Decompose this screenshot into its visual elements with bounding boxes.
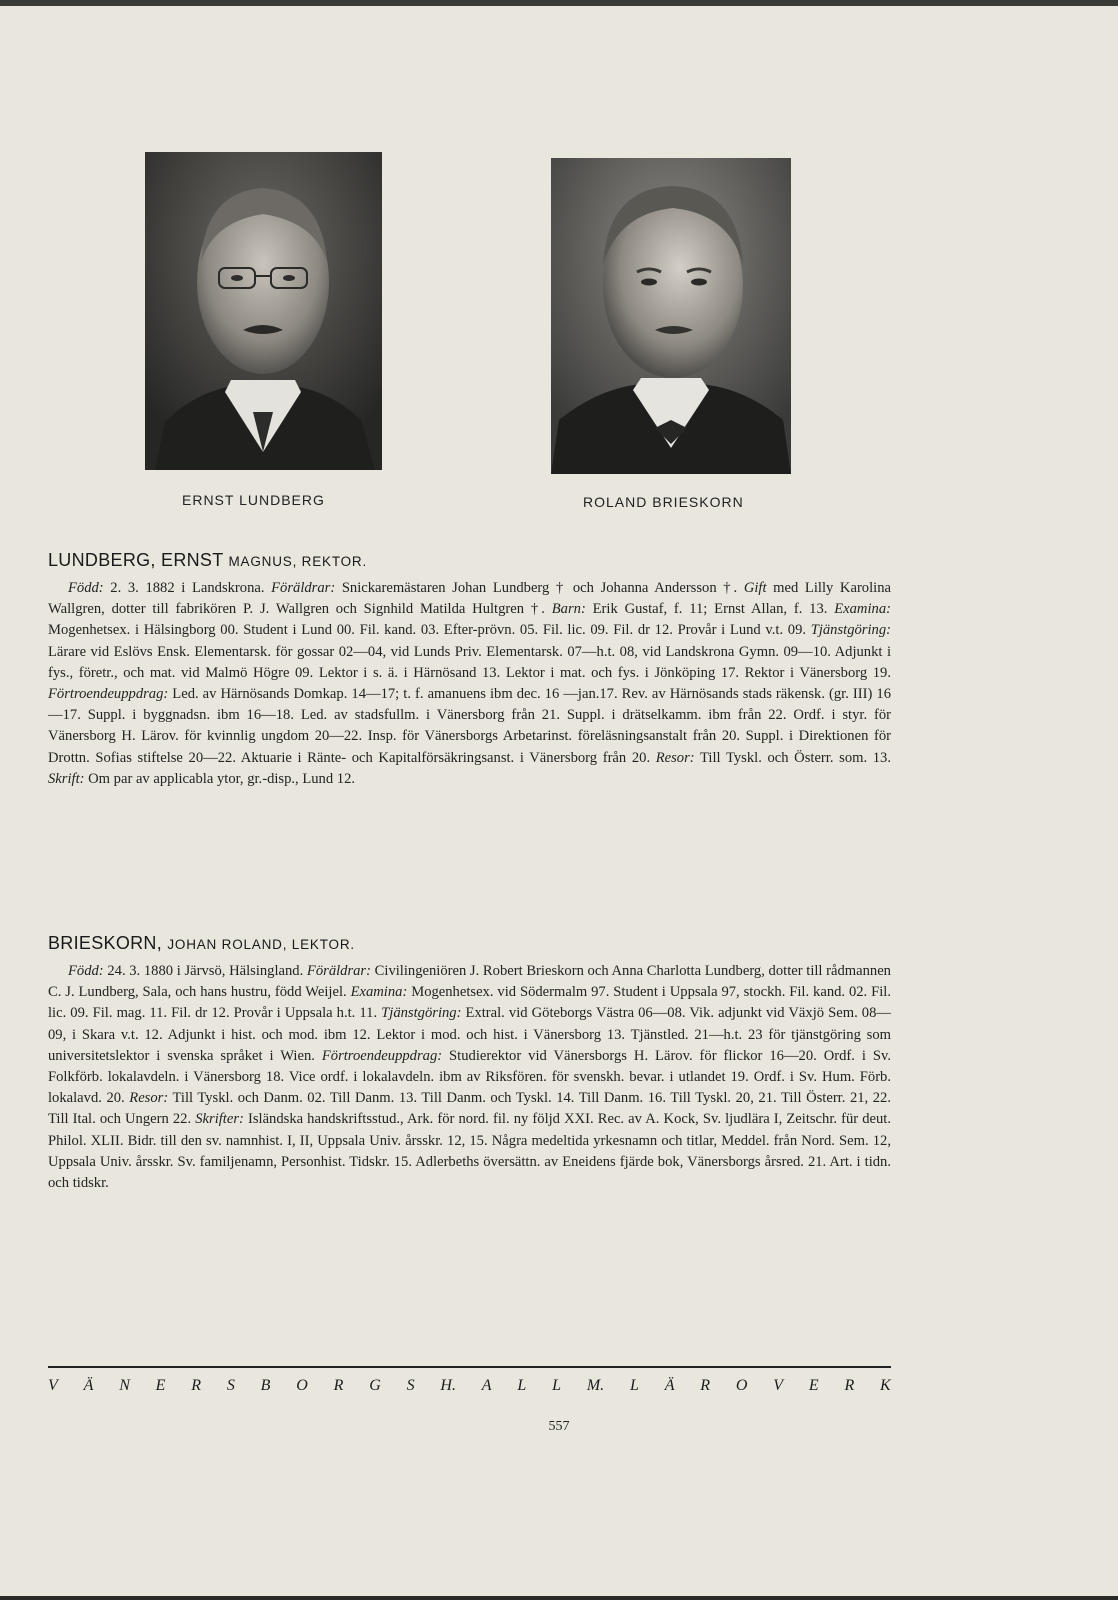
field-label: Född: <box>68 580 104 596</box>
footer-letter: L <box>517 1377 527 1394</box>
entry-body-lundberg <box>48 578 891 790</box>
field-text: Extral. vid Göteborgs Västra 06—08. Vik. adjunkt vid Växjö Sem. 08—09, i Skara v.t. 12. Adjunkt i hist. och mod. ibm 12. Lektor i mod. och hist. i Vänersborg 13. Tjänstled. 21—h.t. 23 för tjänstgöring som universitetslektor i svenska språket i Wien. <box>48 1005 891 1064</box>
entry-heading-lundberg <box>48 550 367 571</box>
field-label: Föräldrar: <box>271 580 336 596</box>
field-text: Snickaremästaren Johan Lundberg † och Johanna Andersson †. <box>335 580 744 596</box>
entry-body-brieskorn <box>48 961 891 1194</box>
field-label: Skrift: <box>48 770 85 787</box>
footer-letter: M. <box>586 1377 605 1394</box>
field-text: Till Tyskl. och Danm. 02. Till Danm. 13. Till Danm. och Tyskl. 14. Till Danm. 16. Till Tyskl. 20, 21. Till Österr. 21, 22. Till Ital. och Ungern 22. <box>48 1090 891 1128</box>
field-label: Skrifter: <box>195 1111 244 1128</box>
entry-paragraph <box>48 961 891 1194</box>
footer-letter: O <box>735 1377 748 1394</box>
entry-paragraph <box>48 578 891 790</box>
page-bottom-edge <box>0 1596 1118 1600</box>
field-label: Gift <box>743 580 767 596</box>
footer-letter: H. <box>440 1377 456 1394</box>
footer-letter: K <box>880 1377 891 1394</box>
footer-letter: N <box>119 1377 130 1394</box>
field-label: Föräldrar: <box>306 963 371 979</box>
footer-letter: A <box>481 1377 492 1394</box>
footer-letter: R <box>333 1377 344 1394</box>
footer-letter: O <box>296 1377 308 1394</box>
field-label: Resor: <box>655 749 695 766</box>
footer-letter: B <box>260 1377 271 1394</box>
page-top-edge <box>0 0 1118 6</box>
footer-rule <box>48 1366 891 1368</box>
field-text: 24. 3. 1880 i Järvsö, Hälsingland. <box>103 963 307 979</box>
footer-letter: V <box>48 1377 58 1394</box>
field-text: Mogenhetsex. i Hälsingborg 00. Student i Lund 00. Fil. kand. 03. Efter-prövn. 05. Fil. lic. 09. Fil. dr 12. Provår i Lund v.t. 09. <box>48 622 811 639</box>
field-label: Tjänstgöring: <box>381 1005 462 1022</box>
footer-letter: S <box>226 1377 235 1394</box>
field-text: Isländska handskriftsstud., Ark. för nord. fil. ny följd XXI. Rec. av A. Kock, Sv. ljudlära I, Zeitschr. für deut. Philol. XLII. Bidr. till den sv. namnhist. I, II, Uppsala Univ. årsskr. 12, 15. Några medeltida yrkesnamn och titlar, Meddel. från Nord. Sem. 12, Uppsala Univ. årsskr. Sv. familjenamn, Personhist. Tidskr. 15. Adlerbeths översättn. av Eneidens fjärde bok, Vänersborgs årsred. 21. Art. i tidn. och tidskr. <box>48 1111 892 1192</box>
field-label: Examina: <box>350 984 408 1001</box>
entry-subtitle: JOHAN ROLAND, LEKTOR. <box>167 937 355 952</box>
portrait-roland-brieskorn <box>551 158 791 474</box>
field-label: Examina: <box>834 601 891 618</box>
footer-letter: S <box>406 1377 415 1394</box>
field-text: Studierektor vid Vänersborgs H. Lärov. för flickor 16—20. Ordf. i Sv. Folkförb. lokalavdeln. i Vänersborg 18. Vice ordf. i lokalavdeln. ibm av Riksfören. för svenskh. bevar. i utlandet 19. Ordf. i Sv. Hum. Förb. lokalavd. 20. <box>48 1047 891 1107</box>
field-label: Förtroendeuppdrag: <box>321 1047 443 1064</box>
footer-letter: E <box>155 1377 166 1394</box>
field-text: Om par av applicabla ytor, gr.-disp., Lund 12. <box>84 770 356 787</box>
field-label: Resor: <box>129 1090 169 1107</box>
field-text: Lärare vid Eslövs Ensk. Elementarsk. för gossar 02—04, vid Lunds Priv. Elementarsk. 07—h.t. 08, vid Landskrona Gymn. 09—10. Adjunkt i fys., företr., och mat. vid Malmö Högre 09. Lektor i s. ä. i Härnösand 13. Lektor i mat. och fys. i Jönköping 17. Rektor i Vänersborg 19. <box>48 643 891 681</box>
footer-letter: L <box>552 1377 562 1394</box>
entry-heading-brieskorn <box>48 933 355 954</box>
field-text: 2. 3. 1882 i Landskrona. <box>103 580 272 596</box>
footer-letter: Ä <box>83 1377 94 1394</box>
footer-letter: R <box>844 1377 855 1394</box>
field-text: Erik Gustaf, f. 11; Ernst Allan, f. 13. <box>585 601 835 618</box>
footer-letter: Ä <box>664 1377 675 1394</box>
field-text: Till Tyskl. och Österr. som. 13. <box>694 749 891 766</box>
page-number: 557 <box>548 1419 570 1434</box>
portrait-caption-right: ROLAND BRIESKORN <box>583 494 744 510</box>
entry-subtitle: MAGNUS, REKTOR. <box>228 554 368 569</box>
entry-name: BRIESKORN, <box>48 933 163 953</box>
portrait-ernst-lundberg <box>145 152 382 470</box>
field-text: Led. av Härnösands Domkap. 14—17; t. f. amanuens ibm dec. 16 —jan.17. Rev. av Härnösands stads räkensk. (gr. III) 16—17. Suppl. i byggnadsn. ibm 16—18. Led. av stadsfullm. i Vänersborg från 21. Suppl. i drätselkamm. ibm från 22. Ordf. i styr. för Vänersborg H. Lärov. för kvinnlig ungdom 20—22. Insp. för Vänersborgs Arbetarinst. föreläsningsanstalt från 20. Suppl. i Direktionen för Drottn. Sofias stiftelse 20—22. Aktuarie i Ränte- och Kapitalförsäkringsanst. i Vänersborg från 20. <box>48 686 891 766</box>
footer-school-name <box>48 1377 891 1395</box>
field-text: med Lilly Karolina Wallgren, dotter till fabrikören P. J. Wallgren och Signhild Matilda Hultgren †. <box>48 580 891 618</box>
footer-letter: L <box>629 1377 639 1394</box>
footer-letter: R <box>191 1377 202 1394</box>
footer-letter: R <box>700 1377 711 1394</box>
footer-letter: G <box>369 1377 381 1394</box>
portrait-caption-left: ERNST LUNDBERG <box>182 492 325 508</box>
footer-letter: E <box>808 1377 819 1394</box>
field-label: Född: <box>68 963 104 979</box>
entry-name: LUNDBERG, ERNST <box>48 550 224 570</box>
footer-letter: V <box>773 1377 784 1394</box>
field-text: Civilingeniören J. Robert Brieskorn och Anna Charlotta Lundberg, dotter till rådmannen C. J. Lundberg, Sala, och hans hustru, född Weijel. <box>48 963 891 1001</box>
field-label: Förtroendeuppdrag: <box>48 686 169 703</box>
field-text: Mogenhetsex. vid Södermalm 97. Student i Uppsala 97, stockh. Fil. kand. 02. Fil. lic. 09. Fil. mag. 11. Fil. dr 12. Provår i Uppsala h.t. 11. <box>48 984 891 1022</box>
field-label: Tjänstgöring: <box>810 622 891 639</box>
field-label: Barn: <box>551 601 586 618</box>
